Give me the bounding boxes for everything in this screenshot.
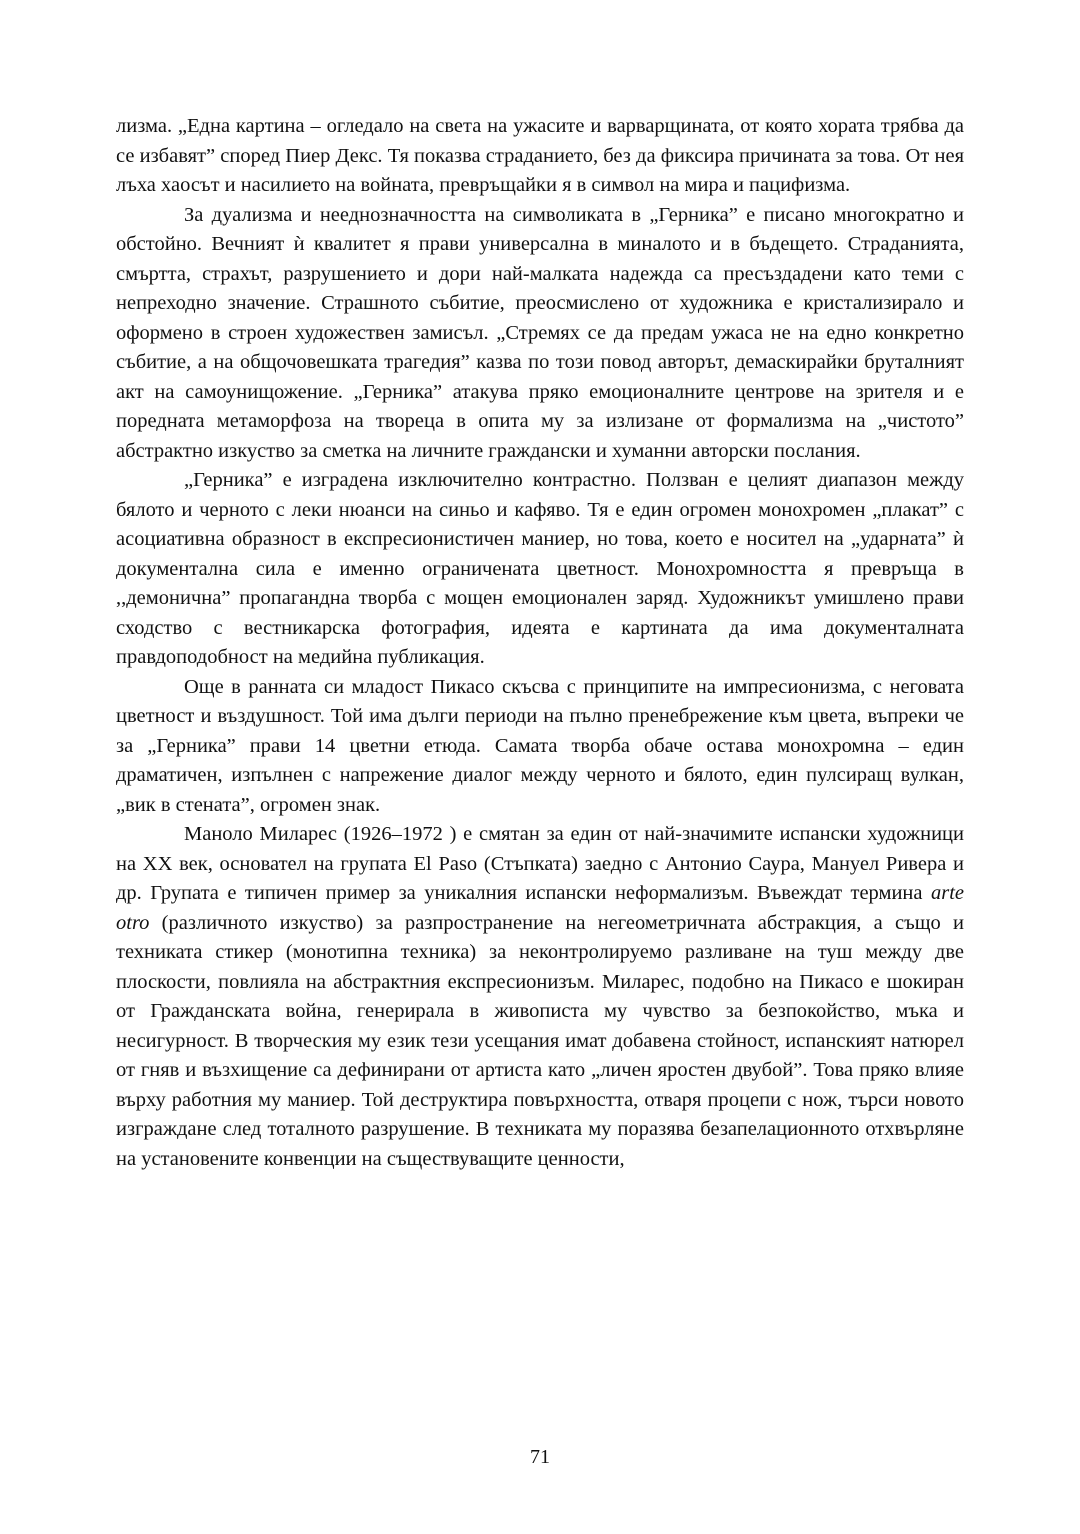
paragraph-5-italic-term: arte otro	[116, 882, 964, 934]
paragraph-4: Още в ранната си младост Пикасо скъсва с принципите на импресионизма, с неговата цветност и въздушност. Той има дълги периоди на пълно пренебрежение към цвета, въпреки че за „Герника” прави 14 цветни етюда. Самата творба обаче остава монохромна – един драматичен, изпълнен с напрежение диалог между черното и бялото, един пулсиращ вулкан, „вик в стената”, огромен знак.	[116, 675, 964, 816]
paragraph-2: За дуализма и нееднозначността на символиката в „Герника” е писано многократно и обстойно. Вечният ѝ квалитет я прави универсална в миналото и в бъдещето. Страданията, смъртта, страхът, разрушението и дори най-малката надежда са пресъздадени като теми с непреходно значение. Страшното събитие, преосмислено от художника е кристализирало и оформено в строен художествен замисъл. „Стремях се да предам ужаса не на едно конкретно събитие, а на общочовешката трагедия” казва по този повод авторът, демаскирайки бруталният акт на самоунищожение. „Герника” атакува пряко емоционалните центрове на зрителя и е поредната метаморфоза на твореца в опита му за излизане от формализма на „чистото” абстрактно изкуство за сметка на личните граждански и хуманни авторски послания.	[116, 203, 964, 462]
paragraph-5-part-2: (различното изкуство) за разпространение на негеометричната абстракция, а също и техниката стикер (монотипна техника) за неконтролируемо разливане на туш между две плоскости, повлияла на абстрактния експресионизъм. Миларес, подобно на Пикасо е шокиран от Гражданската война, генерирала в живописта му чувство за безпокойство, мъка и несигурност. В творческия му език тези усещания имат добавена стойност, испанският натюрел от гняв и възхищение са дефинирани от артиста като „личен яростен двубой”. Това пряко влияе върху работния му маниер. Той деструктира повърхността, отваря процепи с нож, търси новото изграждане след тоталното разрушение. В техниката му поразява безапелационното отхвърляне на установените конвенции на съществуващите ценности,	[116, 911, 964, 1170]
body-text	[116, 112, 964, 1174]
paragraph-3: „Герника” е изградена изключително контрастно. Ползван е целият диапазон между бялото и черното с леки нюанси на синьо и кафяво. Тя е един огромен монохромен „плакат” с асоциативна образност в експресионистичен маниер, но това, което е носител на „ударната” ѝ документална сила е именно ограничената цветност. Монохромността я превръща в ,,демонична” пропагандна творба с мощен емоционален заряд. Художникът умишлено прави сходство с вестникарска фотография, идеята е картината да има документалната правдоподобност на медийна публикация.	[116, 469, 964, 668]
paragraph-5	[116, 820, 964, 1174]
page-number: 71	[530, 1446, 550, 1468]
paragraph-1: лизма. „Една картина – огледало на света на ужасите и варварщината, от която хората трябва да се избавят” според Пиер Декс. Тя показва страданието, без да фиксира причината за това. От нея лъха хаосът и насилието на войната, превръщайки я в символ на мира и пацифизма.	[116, 115, 964, 196]
paragraph-5-part-1: Маноло Миларес (1926–1972 ) е смятан за един от най-значимите испански художници на ХХ век, основател на групата El Paso (Стъпката) заедно с Антонио Саура, Мануел Ривера и др. Групата е типичен пример за уникалния испански неформализъм. Въвеждат термина	[116, 823, 964, 904]
